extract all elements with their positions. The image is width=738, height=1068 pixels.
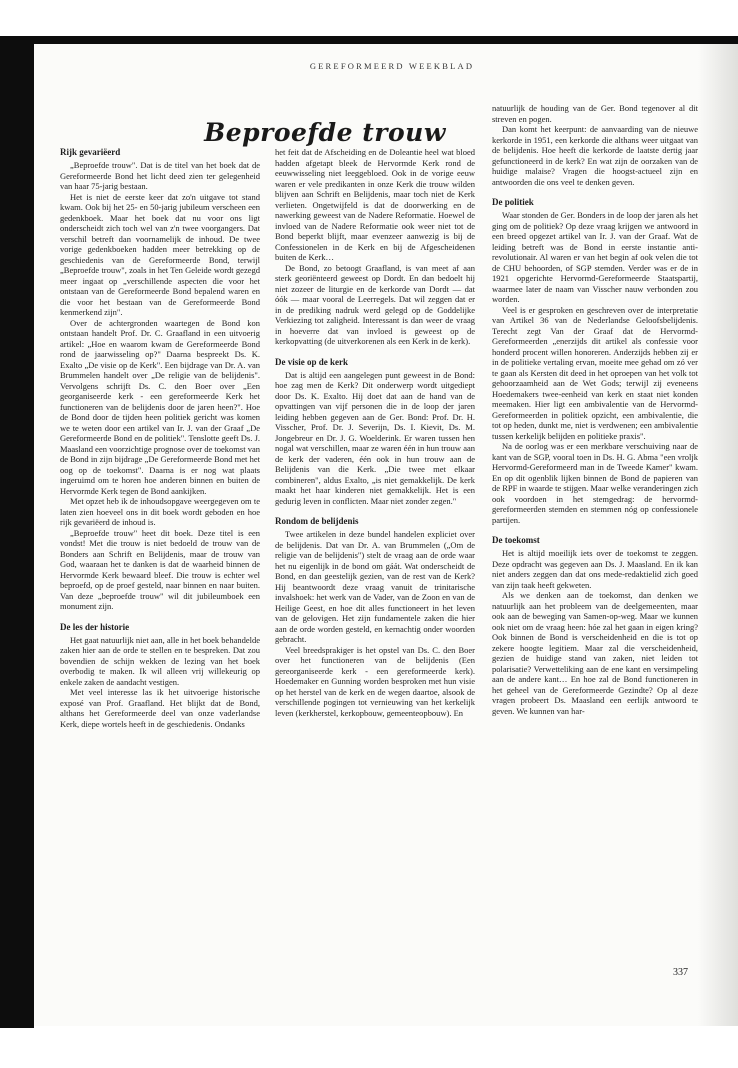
- section-heading: De les der historie: [60, 621, 130, 632]
- paragraph: Het gaat natuurlijk niet aan, alle in het boek behandelde zaken hier aan de orde te stellen en te bespreken. Dat zou bovendien de schijn wekken de lezing van het boek overbodig te maken. Ik wil alleen vrij willekeurig op enkele zaken de aandacht vestigen.: [60, 634, 260, 687]
- article-section: [492, 535, 698, 716]
- paragraph: „Beproefde trouw". Dat is de titel van het boek dat de Gereformeerde Bond het licht deed zien ter gelegenheid van haar 75-jarig bestaan.: [60, 160, 260, 191]
- article-section: [275, 357, 475, 507]
- paragraph: Twee artikelen in deze bundel handelen expliciet over de belijdenis. Dat van Dr. A. van Brummelen („Om de religie van de belijdenis") stelt de vraag aan de orde waar het nu eigenlijk in de bond om gáát. Wat onderscheidt de Bond, en dan geestelijk gezien, van de rest van de Kerk? Hij beantwoordt deze vraag vanuit de trinitarische invalshoek: het werk van de Vader, van de Zoon en van de Heilige Geest, en hoe dit alles functioneert in het leven van de gelovigen. Het zijn fundamentele zaken die hier aan de orde worden gesteld, en kernachtig onder woorden gebracht.: [275, 529, 475, 644]
- paragraph: „Beproefde trouw" heet dit boek. Deze titel is een vondst! Met die trouw is niet bedoeld de trouw van de Bonders aan Schrift en Belijdenis, maar de trouw van God, waaraan het te danken is dat de waarheid binnen de Hervormde Kerk bewaard bleef. Die trouw is echter wel beproefd, op de proef gesteld, naar binnen en naar buiten. Van deze „beproefde trouw" wil dit jubileumboek een monument zijn.: [60, 527, 260, 611]
- paragraph: Veel breedsprakiger is het opstel van Ds. C. den Boer over het functioneren van de belijdenis (Een gereorganiseerde kerk - een gereformeerde kerk). Hoedemaker en Gunning worden besproken met hun visie op het herstel van de kerk en de wegen daartoe, alsook de verschillende pogingen tot vernieuwing van het kerkelijk leven (kerkherstel, kerkopbouw, gemeenteopbouw). En: [275, 644, 475, 718]
- article-section: [275, 516, 475, 718]
- section-heading: Rijk gevariëerd: [60, 147, 121, 157]
- paragraph: Over de achtergronden waartegen de Bond kon ontstaan handelt Prof. Dr. C. Graafland in een uitvoerig artikel: „Hoe en waarom kwam de Gereformeerde Bond rond de jaarwisseling op?" Daarna bespreekt Ds. K. Exalto „De visie op de Kerk". Een bijdrage van Dr. A. van Brummelen handelt over „De religie van de belijdenis". Vervolgens schrijft Ds. C. den Boer over „Een georganiseerde kerk - een gereformeerde Kerk het functioneren van de belijdenis door de jaren heen?". Hoe de Bond door de tijden heen politiek gericht was komen we te weten door een artikel van Ir. J. van der Graaf „De Gereformeerde Bond en de politiek". Tenslotte geeft Ds. J. Maasland een voorzichtige prognose over de toekomst van de Bond in zijn bijdrage „De Gereformeerde Bond met het oog op de toekomst". Daarna is er nog wat plaats ingeruimd om te horen hoe anderen binnen en buiten de Hervormde Kerk tegen de Bond aankijken.: [60, 317, 260, 496]
- paragraph: Waar stonden de Ger. Bonders in de loop der jaren als het ging om de politiek? Op deze vraag krijgen we antwoord in een breed opgezet artikel van Ir. J. van der Graaf. Wat de leiding betreft was de Bond in eerste instantie anti-revolutionair. Al waren er van het begin af ook velen die tot de CHU behoorden, of SGP stemden. Verder was er de in 1921 opgerichte Hervormd-Gereformeerde Staatspartij, waarmee later de naam van Visscher nauw verbonden zou worden.: [492, 210, 698, 304]
- scan-left-shadow: [0, 36, 34, 1028]
- paragraph: Dan komt het keerpunt: de aanvaarding van de nieuwe kerkorde in 1951, een kerkorde die althans weer uitgaat van de belijdenis. Hoe heeft die kerkorde de laatste dertig jaar gefunctioneerd in de kerk? En wat zijn de oorzaken van de huidige malaise? Vragen die hoogst-actueel zijn en antwoorden die ons veel te denken geven.: [492, 124, 698, 187]
- article-section: [60, 622, 260, 730]
- paragraph: Dat is altijd een aangelegen punt geweest in de Bond: hoe zag men de Kerk? Dit onderwerp wordt uitgediept door Ds. K. Exalto. Hij doet dat aan de hand van de opvattingen van vijf personen die in de loop der jaren leiding hebben gegeven aan de Ger. Bond: Prof. Dr. H. Visscher, Prof. Dr. J. Severijn, Ds. I. Kievit, Ds. M. Jongebreur en Dr. J. G. Woelderink. Er waren tussen hen nogal wat verschillen, maar ze waren één in hun trouw aan de kerk der vaderen, één ook in hun trouw aan de Belijdenis van die Kerk. „Die twee met elkaar combineren", aldus Exalto, „is niet gemakkelijk. De kerk maakt het haar kinderen niet gemakkelijk. Het is een gedurig leven in conflicten. Maar niet zonder zegen.": [275, 369, 475, 506]
- column-1: [60, 147, 260, 739]
- paragraph: Het is altijd moeilijk iets over de toekomst te zeggen. Deze opdracht was gegeven aan Ds. J. Maasland. En ik kan niet anders zeggen dan dat ons mede-redaktielid zich goed van zijn taak heeft gekweten.: [492, 548, 698, 590]
- section-heading: De toekomst: [492, 535, 540, 545]
- paragraph: natuurlijk de houding van de Ger. Bond tegenover al dit streven en pogen.: [492, 103, 698, 124]
- paragraph: De Bond, zo betoogt Graafland, is van meet af aan sterk georiënteerd geweest op Dordt. En dan bedoelt hij niet zozeer de liturgie en de kerkorde van Dordt — dat óók — maar vooral de Leerregels. Dat wil zeggen dat er in de prediking nadruk werd gelegd op de Goddelijke Verkiezing tot zaligheid. Interessant is dan weer de vraag in hoeverre dat van invloed is geweest op de kerkopvatting (de uitverkorenen als een Kerk in de kerk).: [275, 262, 475, 346]
- paragraph: het feit dat de Afscheiding en de Doleantie heel wat bloed hadden afgetapt bleek de Hervormde Kerk rond de eeuwwisseling niet leeggebloed. Ook in de vorige eeuw waren er vele predikanten in onze Kerk die trouw wilden blijven aan Schrift en Belijdenis, maar toch niet de Kerk verlieten. Ongetwijfeld is dat de doorwerking en de nawerking geweest van de Nadere Reformatie. Hoewel de invloed van de Nadere Reformatie ook weer niet tot de Bond beperkt blijft, maar evenzeer aanwezig is bij de Confessionelen in de Kerk en bij de Afgescheidenen buiten de Kerk…: [275, 147, 475, 262]
- running-head: GEREFORMEERD WEEKBLAD: [309, 61, 475, 71]
- section-heading: De visie op de kerk: [275, 356, 348, 367]
- paragraph: Met opzet heb ik de inhoudsopgave weergegeven om te laten zien hoeveel ons in dit boek wordt geboden en hoe rijk gevariëerd de inhoud is.: [60, 496, 260, 527]
- article-section: [492, 103, 698, 187]
- paragraph: Na de oorlog was er een merkbare verschuiving naar de kant van de SGP, vooral toen in Ds. H. G. Abma "een vroljk Hervormd-Gereformeerd man in de Tweede Kamer" kwam. En op dit ogenblik lijken binnen de Bond de papieren van de RPF in waarde te stijgen. Maar welke veranderingen zich ook voordoen in het stemgedrag: de hervormd-gereformeerden stemden en stemmen nóg op confessionele partijen.: [492, 441, 698, 525]
- article-section: [60, 147, 260, 612]
- paragraph: Het is niet de eerste keer dat zo'n uitgave tot stand kwam. Ook bij het 25- en 50-jarig jubileum verscheen een gedenkboek. Maar het boek dat nu voor ons ligt onderscheidt zich toch wel van z'n twee voorgangers. Dat verschil betreft dan voornamelijk de inhoud. De twee vorige gedenkboeken hadden meer betrekking op de geschiedenis van de Gereformeerde Bond, terwijl „Beproefde trouw", zoals in het Ten Geleide wordt gezegd meer ingaat op „verschillende aspecten die voor het ontstaan van de Gereformeerde Bond bepalend waren en die voor het bestaan van de Gereformeerde Bond kenmerkend zijn".: [60, 191, 260, 317]
- paragraph: Als we denken aan de toekomst, dan denken we natuurlijk aan het probleem van de deelgemeenten, maar ook aan de beweging van Samen-op-weg. Maar we kunnen ook niet om de vraag heen: hóe zal het gaan in eigen kring? Ook binnen de Bond is verscheidenheid en die is tot op zekere hoogte legitiem. Maar zal die verscheidenheid, gezien de huidige stand van zaken, niet leiden tot polarisatie? Verwetteliking aan de ene kant en versimpeling aan de andere kant… En hoe zal de Bond functioneren in het geheel van de Gereformeerde Gezindte? Op al deze vragen probeert Ds. Maasland een eerlijk antwoord te geven. We kunnen van har-: [492, 590, 698, 716]
- page-edge-shadow: [698, 44, 738, 1026]
- paragraph: Veel is er gesproken en geschreven over de interpretatie van Artikel 36 van de Nederlandse Geloofsbelijdenis. Terecht zegt Van der Graaf dat de Hervormd-Gereformeerden „enerzijds dit artikel als confessie voor honderd procent willen honoreren. Anderzijds hebben zij er in de politieke vertaling ervan, moeite mee gehad om zó ver te gaan als Kersten dit deed in het oproepen van het volk tot gehoorzaamheid aan de Wet Gods; terwijl zij eveneens Hoedemakers twee-eenheid van kerk en staat niet konden meemaken. Hier ligt een ambivalentie van de Hervormd-Gereformeerden in politiek opzicht, een ambivalentie, die tot op heden, dunkt me, niet is verdwenen; een ambivalentie tussen kerkelijk belijden en politieke praxis".: [492, 304, 698, 441]
- column-3: [492, 103, 698, 726]
- column-2: [275, 147, 475, 728]
- article-section: [492, 197, 698, 525]
- article-title: Beproefde trouw: [204, 118, 446, 147]
- article-section: [275, 147, 475, 347]
- section-heading: De politiek: [492, 197, 534, 207]
- paragraph: Met veel interesse las ik het uitvoerige historische exposé van Prof. Graafland. Het blijkt dat de Bond, althans het Gereformeerde deel van onze vaderlandse Kerk, diepe wortels heeft in de geschiedenis. Ondanks: [60, 687, 260, 729]
- page-number: 337: [673, 967, 688, 978]
- section-heading: Rondom de belijdenis: [275, 516, 359, 526]
